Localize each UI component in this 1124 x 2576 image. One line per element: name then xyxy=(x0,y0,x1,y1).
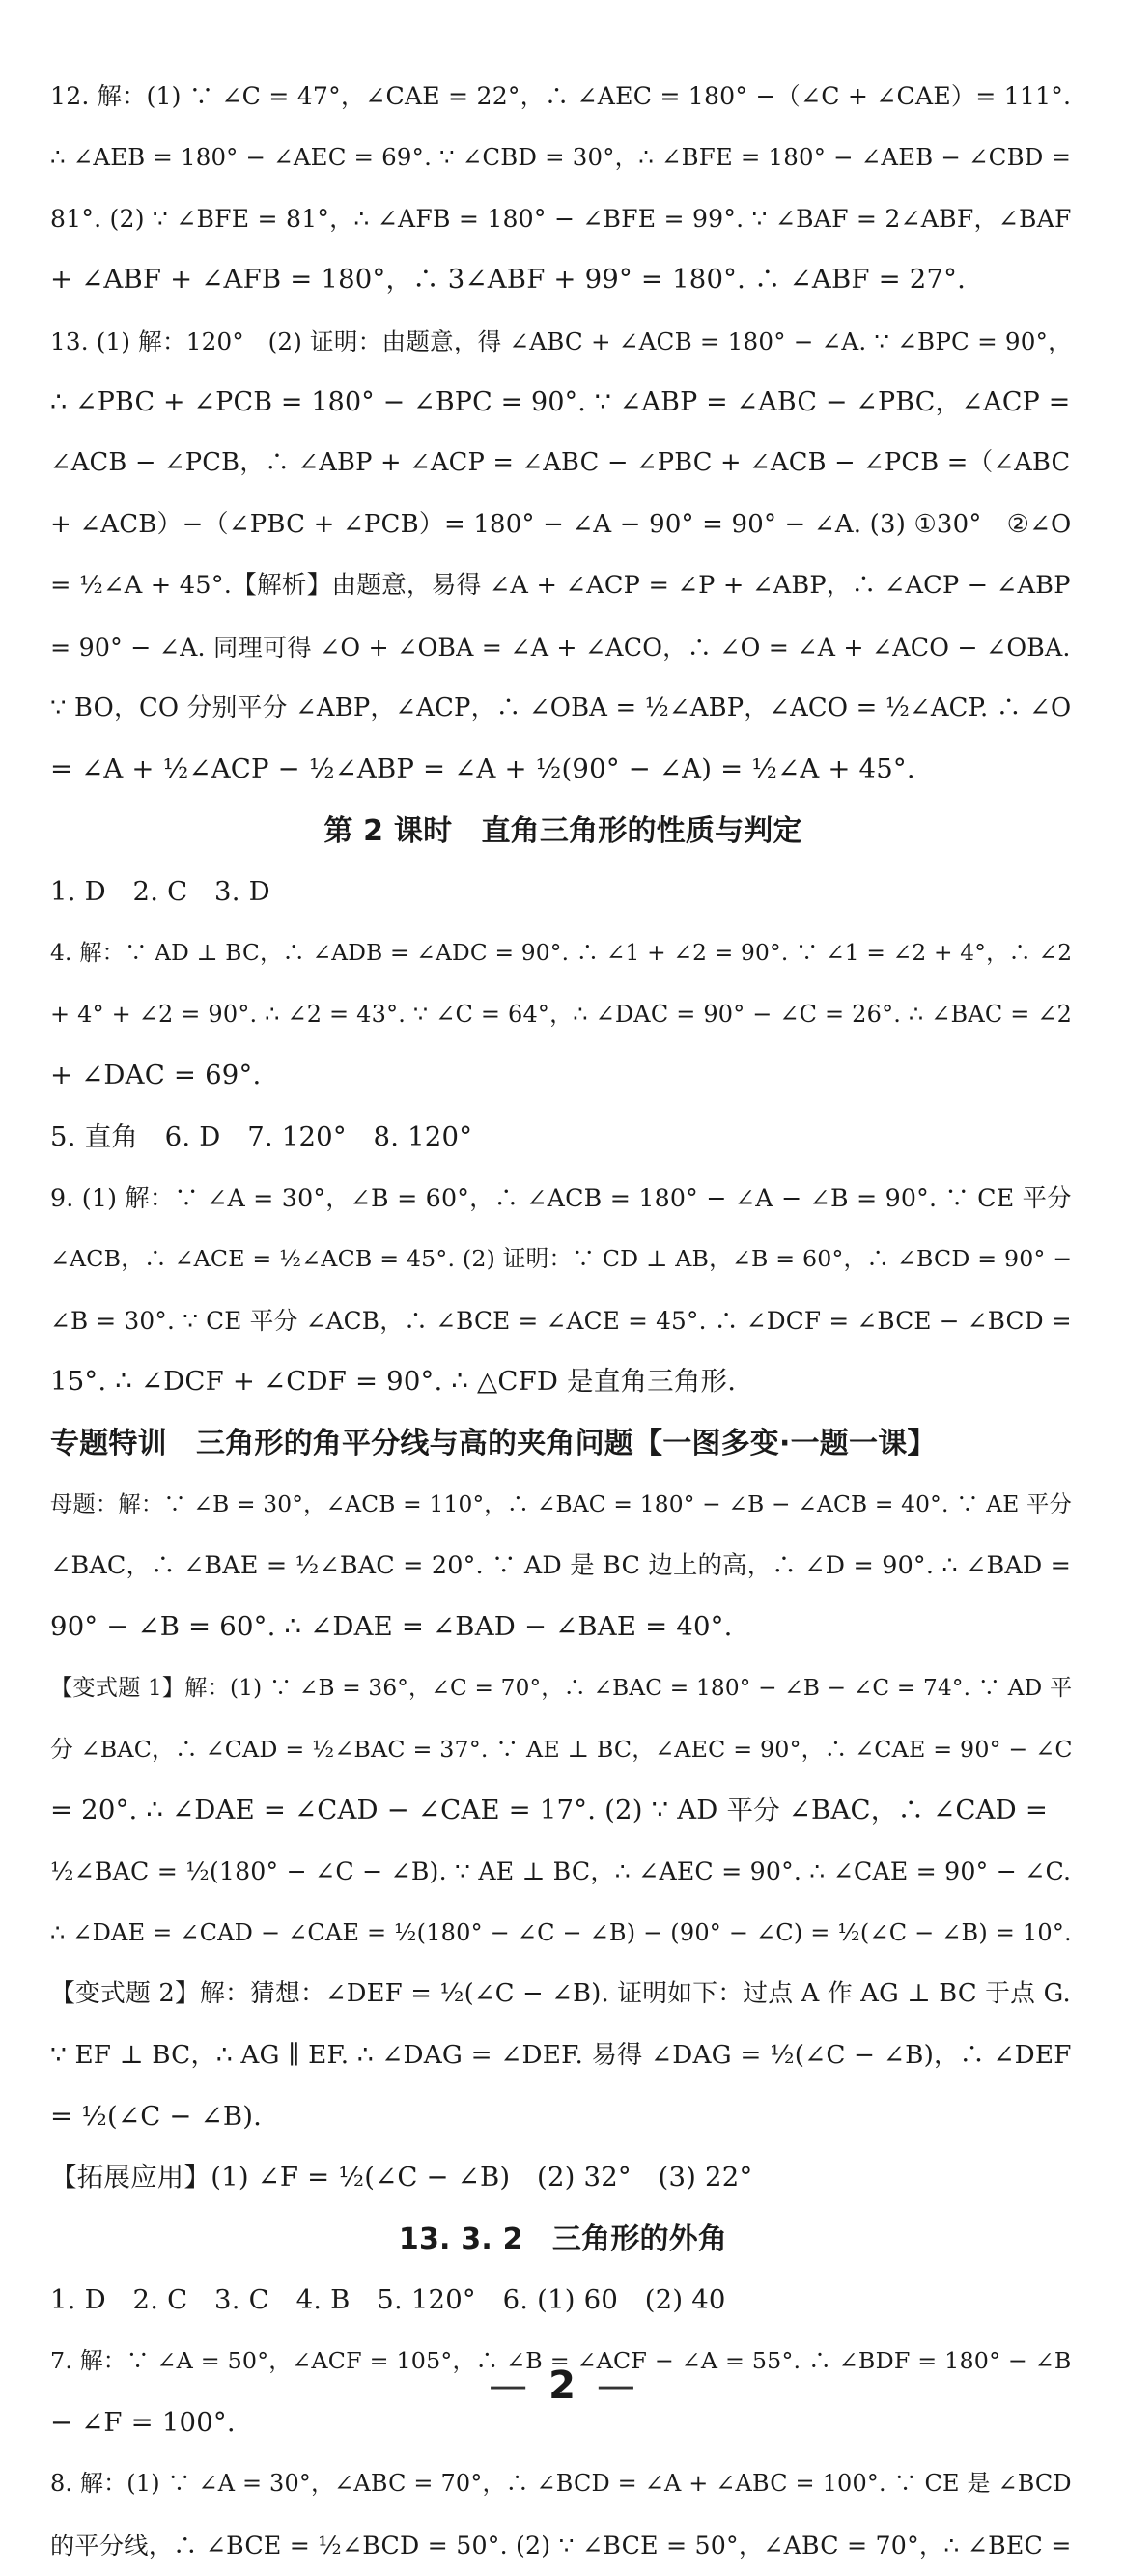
text-line: 母题：解：∵ ∠B = 30°，∠ACB = 110°，∴ ∠BAC = 180° − ∠B − ∠ACB = 40°. ∵ AE 平分 xyxy=(50,1490,1072,1517)
text-line: 13. (1) 解：120° (2) 证明：由题意，得 ∠ABC + ∠ACB = 180° − ∠A. ∵ ∠BPC = 90°， xyxy=(50,326,1072,355)
section-heading: 专题特训 三角形的角平分线与高的夹角问题【一图多变·一题一课】 xyxy=(50,1426,937,1460)
text-line: ∴ ∠DAE = ∠CAD − ∠CAE = ½(180° − ∠C − ∠B) − (90° − ∠C) = ½(∠C − ∠B) = 10°. xyxy=(50,1918,1072,1946)
footer-dash-right: — xyxy=(596,2364,635,2408)
text-line: = ½∠A + 45°.【解析】由题意，易得 ∠A + ∠ACP = ∠P + ∠ABP，∴ ∠ACP − ∠ABP xyxy=(50,571,1071,601)
answer-content xyxy=(50,66,1076,2576)
text-line: = ∠A + ½∠ACP − ½∠ABP = ∠A + ½(90° − ∠A) = ½∠A + 45°. xyxy=(50,753,915,785)
text-line: ∠ACB − ∠PCB，∴ ∠ABP + ∠ACP = ∠ABC − ∠PBC + ∠ACB − ∠PCB =（∠ABC xyxy=(50,448,1071,478)
text-line: + ∠ACB）−（∠PBC + ∠PCB）= 180° − ∠A − 90° = 90° − ∠A. (3) ①30° ②∠O xyxy=(50,509,1072,539)
text-line: ½∠BAC = ½(180° − ∠C − ∠B). ∵ AE ⊥ BC，∴ ∠AEC = 90°. ∴ ∠CAE = 90° − ∠C. xyxy=(50,1857,1072,1886)
text-line: + ∠ABF + ∠AFB = 180°，∴ 3∠ABF + 99° = 180°. ∴ ∠ABF = 27°. xyxy=(50,264,967,296)
text-line: 15°. ∴ ∠DCF + ∠CDF = 90°. ∴ △CFD 是直角三角形. xyxy=(50,1366,737,1398)
text-line: 1. D 2. C 3. D xyxy=(50,876,270,908)
text-line: ∵ BO，CO 分别平分 ∠ABP，∠ACP，∴ ∠OBA = ½∠ABP，∠ACO = ½∠ACP. ∴ ∠O xyxy=(50,693,1072,722)
text-line: 【变式题 1】解：(1) ∵ ∠B = 36°，∠C = 70°，∴ ∠BAC = 180° − ∠B − ∠C = 74°. ∵ AD 平 xyxy=(50,1675,1073,1702)
text-line: ∠BAC，∴ ∠BAE = ½∠BAC = 20°. ∵ AD 是 BC 边上的高，∴ ∠D = 90°. ∴ ∠BAD = xyxy=(50,1550,1072,1580)
text-line: 9. (1) 解：∵ ∠A = 30°，∠B = 60°，∴ ∠ACB = 180° − ∠A − ∠B = 90°. ∵ CE 平分 xyxy=(50,1184,1072,1213)
footer-dash-left: — xyxy=(489,2364,528,2408)
text-line: 分 ∠BAC，∴ ∠CAD = ½∠BAC = 37°. ∵ AE ⊥ BC，∠AEC = 90°，∴ ∠CAE = 90° − ∠C xyxy=(50,1735,1073,1763)
text-line: = 20°. ∴ ∠DAE = ∠CAD − ∠CAE = 17°. (2) ∵ AD 平分 ∠BAC，∴ ∠CAD = xyxy=(50,1794,1049,1826)
text-line: 7. 解：∵ ∠A = 50°，∠ACF = 105°，∴ ∠B = ∠ACF − ∠A = 55°. ∴ ∠BDF = 180° − ∠B xyxy=(50,2347,1072,2375)
section-heading: 第 2 课时 直角三角形的性质与判定 xyxy=(323,813,802,848)
text-line: 81°. (2) ∵ ∠BFE = 81°，∴ ∠AFB = 180° − ∠BFE = 99°. ∵ ∠BAF = 2∠ABF，∠BAF xyxy=(50,204,1072,233)
text-line: ∵ EF ⊥ BC，∴ AG ∥ EF. ∴ ∠DAG = ∠DEF. 易得 ∠DAG = ½(∠C − ∠B)，∴ ∠DEF xyxy=(50,2040,1072,2070)
section-heading: 13. 3. 2 三角形的外角 xyxy=(398,2222,728,2256)
page-number: 2 xyxy=(548,2364,576,2408)
text-line: 1. D 2. C 3. C 4. B 5. 120° 6. (1) 60 (2) 40 xyxy=(50,2284,726,2316)
text-line: 90° − ∠B = 60°. ∴ ∠DAE = ∠BAD − ∠BAE = 40°. xyxy=(50,1610,733,1642)
page-footer xyxy=(0,2364,1124,2408)
text-line: 8. 解：(1) ∵ ∠A = 30°，∠ABC = 70°，∴ ∠BCD = ∠A + ∠ABC = 100°. ∵ CE 是 ∠BCD xyxy=(50,2470,1072,2498)
text-line: + ∠DAC = 69°. xyxy=(50,1060,262,1091)
text-line: 【拓展应用】(1) ∠F = ½(∠C − ∠B) (2) 32° (3) 22° xyxy=(50,2162,753,2194)
text-line: 4. 解：∵ AD ⊥ BC，∴ ∠ADB = ∠ADC = 90°. ∴ ∠1 + ∠2 = 90°. ∵ ∠1 = ∠2 + 4°，∴ ∠2 xyxy=(50,940,1073,967)
text-line: = ½(∠C − ∠B). xyxy=(50,2100,263,2132)
text-line: 的平分线，∴ ∠BCE = ½∠BCD = 50°. (2) ∵ ∠BCE = 50°，∠ABC = 70°，∴ ∠BEC = xyxy=(50,2531,1072,2560)
text-line: = 90° − ∠A. 同理可得 ∠O + ∠OBA = ∠A + ∠ACO，∴ ∠O = ∠A + ∠ACO − ∠OBA. xyxy=(50,633,1071,662)
text-line: ∴ ∠AEB = 180° − ∠AEC = 69°. ∵ ∠CBD = 30°，∴ ∠BFE = 180° − ∠AEB − ∠CBD = xyxy=(50,143,1072,172)
text-line: ∴ ∠PBC + ∠PCB = 180° − ∠BPC = 90°. ∵ ∠ABP = ∠ABC − ∠PBC，∠ACP = xyxy=(50,386,1071,417)
text-line: ∠B = 30°. ∵ CE 平分 ∠ACB，∴ ∠BCE = ∠ACE = 45°. ∴ ∠DCF = ∠BCE − ∠BCD = xyxy=(50,1306,1072,1335)
text-line: − ∠F = 100°. xyxy=(50,2406,236,2438)
text-line: ∠ACB，∴ ∠ACE = ½∠ACB = 45°. (2) 证明：∵ CD ⊥ AB，∠B = 60°，∴ ∠BCD = 90° − xyxy=(50,1245,1073,1273)
text-line: 12. 解：(1) ∵ ∠C = 47°，∠CAE = 22°，∴ ∠AEC = 180° −（∠C + ∠CAE）= 111°. xyxy=(50,82,1072,110)
text-line: 【变式题 2】解：猜想：∠DEF = ½(∠C − ∠B). 证明如下：过点 A 作 AG ⊥ BC 于点 G. xyxy=(50,1979,1071,2009)
text-line: 5. 直角 6. D 7. 120° 8. 120° xyxy=(50,1120,473,1152)
text-line: + 4° + ∠2 = 90°. ∴ ∠2 = 43°. ∵ ∠C = 64°，∴ ∠DAC = 90° − ∠C = 26°. ∴ ∠BAC = ∠2 xyxy=(50,1000,1073,1028)
